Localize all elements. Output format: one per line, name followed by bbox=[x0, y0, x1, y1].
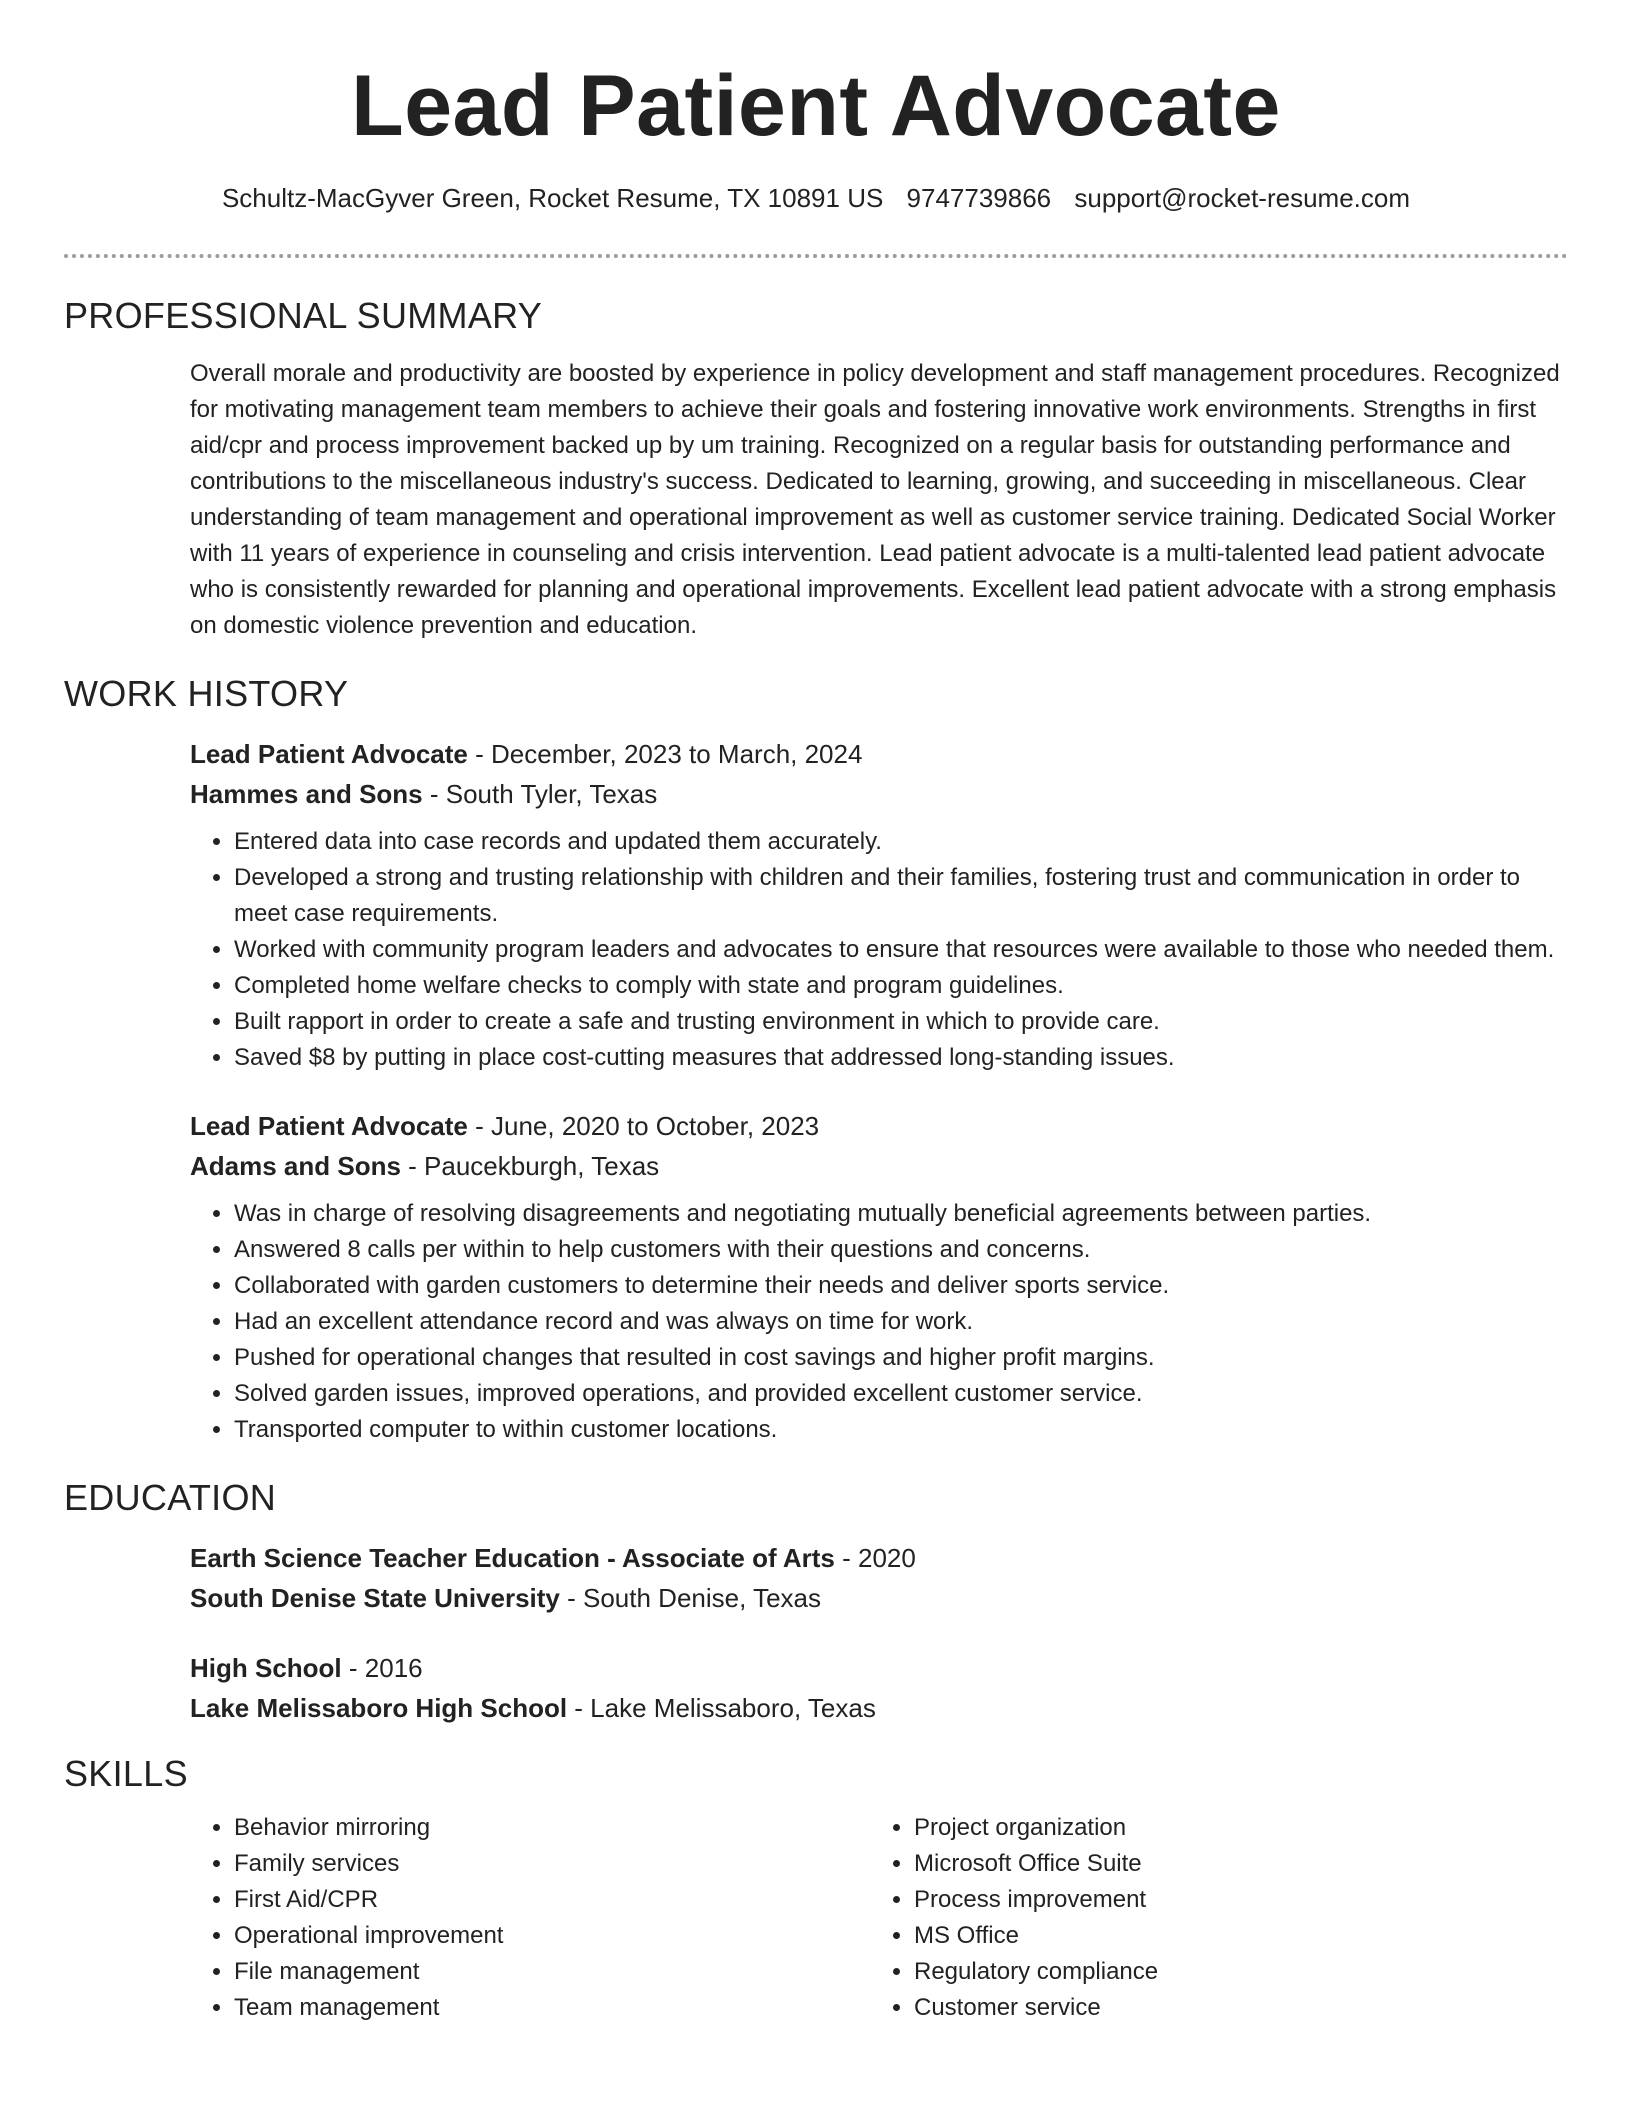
job-bullets bbox=[190, 1196, 1568, 1448]
job-title: Lead Patient Advocate bbox=[190, 739, 468, 769]
job-title-line bbox=[190, 1106, 1568, 1146]
work-section bbox=[64, 672, 1568, 1448]
job-bullet: • Was in charge of resolving disagreements and negotiating mutually beneficial agreements between parties. bbox=[234, 1196, 1568, 1232]
job-bullet: • Developed a strong and trusting relationship with children and their families, fostering trust and communication in order to meet case requirements. bbox=[234, 860, 1568, 932]
skill-item: • Behavior mirroring bbox=[234, 1810, 870, 1846]
education-section bbox=[64, 1476, 1568, 1728]
contact-phone: 9747739866 bbox=[906, 183, 1052, 213]
job-bullet: • Built rapport in order to create a safe and trusting environment in which to provide care. bbox=[234, 1004, 1568, 1040]
education-entry bbox=[190, 1648, 1568, 1728]
skill-item: • Process improvement bbox=[914, 1882, 1550, 1918]
contact-email: support@rocket-resume.com bbox=[1074, 183, 1411, 213]
job-location: - Paucekburgh, Texas bbox=[400, 1151, 660, 1181]
skill-item: • Regulatory compliance bbox=[914, 1954, 1550, 1990]
job-bullet: • Completed home welfare checks to comply with state and program guidelines. bbox=[234, 968, 1568, 1004]
job-dates: - June, 2020 to October, 2023 bbox=[467, 1111, 820, 1141]
job-bullet: • Answered 8 calls per within to help customers with their questions and concerns. bbox=[234, 1232, 1568, 1268]
job-bullet: • Worked with community program leaders and advocates to ensure that resources were available to those who needed them. bbox=[234, 932, 1568, 968]
degree: Earth Science Teacher Education - Associate of Arts bbox=[190, 1543, 835, 1573]
summary-section bbox=[64, 294, 1568, 644]
skills-columns bbox=[190, 1810, 1568, 2026]
skill-item: • Family services bbox=[234, 1846, 870, 1882]
contact-line bbox=[64, 182, 1568, 214]
summary-heading: PROFESSIONAL SUMMARY bbox=[64, 295, 543, 336]
degree-line bbox=[190, 1648, 1568, 1688]
resume-page bbox=[64, 0, 1568, 2026]
skills-column-right bbox=[870, 1810, 1550, 2026]
skill-item: • MS Office bbox=[914, 1918, 1550, 1954]
education-heading: EDUCATION bbox=[64, 1477, 277, 1518]
job-bullet: • Entered data into case records and updated them accurately. bbox=[234, 824, 1568, 860]
job-company-line bbox=[190, 774, 1568, 814]
job-dates: - December, 2023 to March, 2024 bbox=[467, 739, 863, 769]
job-company: Hammes and Sons bbox=[190, 779, 423, 809]
job-company-line bbox=[190, 1146, 1568, 1186]
job-bullet: • Transported computer to within customer locations. bbox=[234, 1412, 1568, 1448]
school-location: - South Denise, Texas bbox=[559, 1583, 821, 1613]
resume-title: Lead Patient Advocate bbox=[351, 58, 1281, 154]
school: South Denise State University bbox=[190, 1583, 560, 1613]
school-location: - Lake Melissaboro, Texas bbox=[567, 1693, 876, 1723]
degree: High School bbox=[190, 1653, 342, 1683]
skill-item: • Microsoft Office Suite bbox=[914, 1846, 1550, 1882]
job-bullet: • Solved garden issues, improved operations, and provided excellent customer service. bbox=[234, 1376, 1568, 1412]
job-company: Adams and Sons bbox=[190, 1151, 401, 1181]
skills-heading: SKILLS bbox=[64, 1753, 188, 1794]
job-bullet: • Saved $8 by putting in place cost-cutting measures that addressed long-standing issues. bbox=[234, 1040, 1568, 1076]
job-bullet: • Had an excellent attendance record and was always on time for work. bbox=[234, 1304, 1568, 1340]
school-line bbox=[190, 1688, 1568, 1728]
education-entry bbox=[190, 1538, 1568, 1618]
job-location: - South Tyler, Texas bbox=[422, 779, 658, 809]
school-line bbox=[190, 1578, 1568, 1618]
job-title-line bbox=[190, 734, 1568, 774]
job-entry bbox=[190, 1106, 1568, 1448]
skill-item: • File management bbox=[234, 1954, 870, 1990]
skill-item: • Team management bbox=[234, 1990, 870, 2026]
degree-line bbox=[190, 1538, 1568, 1578]
degree-year: - 2020 bbox=[834, 1543, 916, 1573]
job-title: Lead Patient Advocate bbox=[190, 1111, 468, 1141]
skill-item: • Operational improvement bbox=[234, 1918, 870, 1954]
summary-text: Overall morale and productivity are boosted by experience in policy development and staff management procedures. Recognized for motivating management team members to achieve their goals and fostering innovative work environments. Strengths in first aid/cpr and process improvement backed up by um training. Recognized on a regular basis for outstanding performance and contributions to the miscellaneous industry's success. Dedicated to learning, growing, and succeeding in miscellaneous. Clear understanding of team management and operational improvement as well as customer service training. Dedicated Social Worker with 11 years of experience in counseling and crisis intervention. Lead patient advocate is a multi-talented lead patient advocate who is consistently rewarded for planning and operational improvements. Excellent lead patient advocate with a strong emphasis on domestic violence prevention and education. bbox=[190, 360, 1560, 639]
skill-item: • Customer service bbox=[914, 1990, 1550, 2026]
skill-item: • First Aid/CPR bbox=[234, 1882, 870, 1918]
contact-address: Schultz-MacGyver Green, Rocket Resume, TX 10891 US bbox=[221, 183, 884, 213]
job-bullets bbox=[190, 824, 1568, 1076]
header-divider bbox=[64, 254, 1568, 258]
skills-section bbox=[64, 1752, 1568, 2026]
skills-column-left bbox=[190, 1810, 870, 2026]
skill-item: • Project organization bbox=[914, 1810, 1550, 1846]
job-bullet: • Pushed for operational changes that resulted in cost savings and higher profit margins. bbox=[234, 1340, 1568, 1376]
degree-year: - 2016 bbox=[341, 1653, 423, 1683]
school: Lake Melissaboro High School bbox=[190, 1693, 568, 1723]
job-bullet: • Collaborated with garden customers to determine their needs and deliver sports service. bbox=[234, 1268, 1568, 1304]
job-entry bbox=[190, 734, 1568, 1076]
work-heading: WORK HISTORY bbox=[64, 673, 349, 714]
